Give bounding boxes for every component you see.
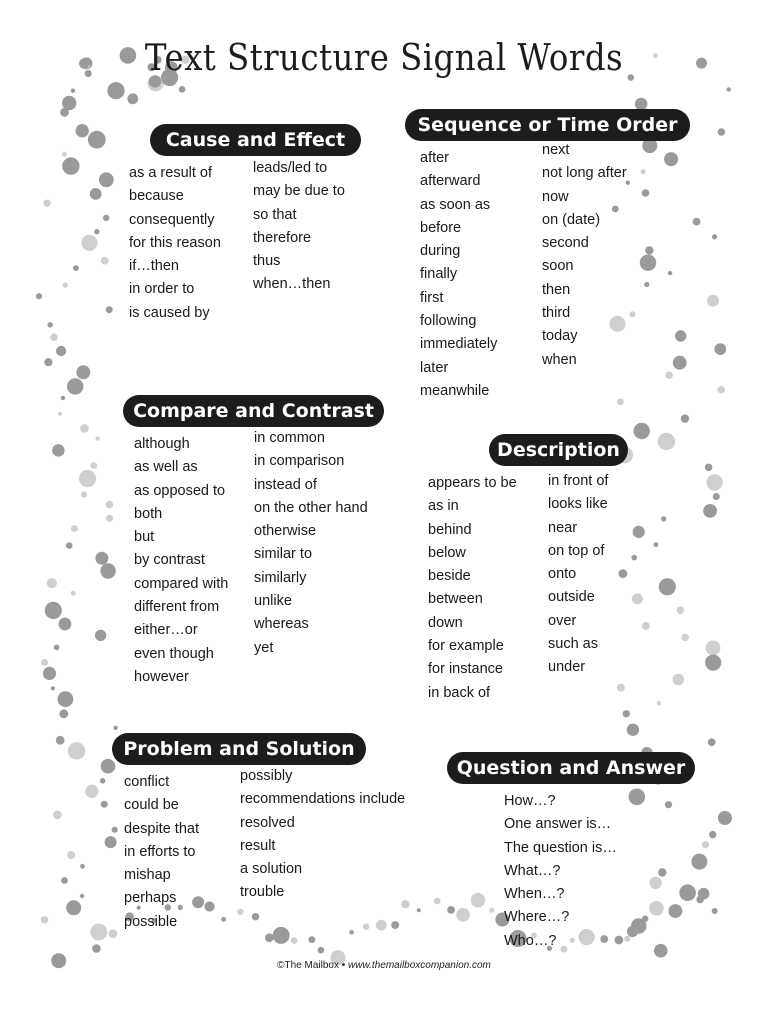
signal-word: such as: [548, 636, 598, 653]
signal-word: similarly: [254, 569, 307, 586]
decorative-dot: [679, 884, 696, 901]
decorative-dot: [62, 157, 79, 174]
decorative-dot: [85, 785, 98, 798]
decorative-dot: [66, 900, 81, 915]
signal-word: by contrast: [134, 552, 205, 569]
signal-word: different from: [134, 599, 220, 616]
signal-word: behind: [428, 521, 472, 538]
page-title: Text Structure Signal Words: [144, 38, 624, 79]
signal-word: whereas: [254, 616, 309, 633]
signal-word: either…or: [134, 622, 198, 639]
decorative-dot: [44, 358, 52, 366]
decorative-dot: [71, 591, 76, 596]
signal-word: result: [240, 837, 276, 854]
signal-word: although: [134, 436, 190, 452]
decorative-dot: [112, 827, 118, 833]
signal-word: could be: [124, 797, 179, 814]
decorative-dot: [53, 811, 62, 820]
signal-word: instead of: [254, 476, 317, 493]
decorative-dot: [727, 87, 731, 91]
signal-word: as soon as: [420, 196, 491, 213]
signal-word: mishap: [124, 867, 171, 884]
decorative-dot: [376, 920, 387, 931]
signal-word: because: [129, 188, 184, 205]
decorative-dot: [96, 436, 100, 440]
decorative-dot: [237, 909, 243, 915]
decorative-dot: [657, 701, 661, 705]
decorative-dot: [95, 552, 108, 565]
decorative-dot: [67, 851, 75, 859]
signal-word: thus: [253, 253, 281, 270]
decorative-dot: [62, 282, 67, 287]
signal-word: Where…?: [504, 909, 570, 926]
decorative-dot: [693, 218, 701, 226]
decorative-dot: [471, 893, 486, 908]
signal-word: What…?: [504, 862, 561, 879]
signal-word: therefore: [253, 229, 312, 246]
heading-cause-and-effect: Cause and Effect: [150, 124, 361, 156]
signal-word: for instance: [428, 661, 503, 678]
signal-word: appears to be: [428, 475, 517, 491]
decorative-dot: [673, 356, 687, 370]
signal-word: Who…?: [504, 932, 557, 949]
signal-word: recommendations include: [240, 791, 406, 808]
decorative-dot: [627, 926, 638, 937]
signal-word: then: [542, 281, 571, 298]
decorative-dot: [43, 200, 50, 207]
signal-word: outside: [548, 589, 595, 606]
decorative-dot: [81, 491, 87, 497]
question-answer-column: [504, 790, 617, 953]
heading-compare-and-contrast: Compare and Contrast: [123, 395, 384, 427]
decorative-dot: [81, 235, 97, 251]
signal-word: first: [420, 289, 444, 306]
decorative-dot: [58, 412, 62, 416]
signal-word: onto: [548, 566, 577, 583]
decorative-dot: [641, 169, 646, 174]
signal-word: later: [420, 359, 449, 376]
decorative-dot: [68, 742, 85, 759]
decorative-dot: [106, 501, 114, 509]
decorative-dot: [61, 877, 68, 884]
decorative-dot: [106, 515, 113, 522]
decorative-dot: [649, 901, 664, 916]
decorative-dot: [649, 877, 661, 889]
signal-word: possible: [124, 913, 178, 930]
decorative-dot: [95, 630, 106, 641]
decorative-dot: [109, 929, 118, 938]
signal-word: despite that: [124, 820, 199, 837]
description-column-1: [428, 472, 517, 705]
heading-question-and-answer: Question and Answer: [447, 752, 695, 784]
decorative-dot: [91, 462, 98, 469]
signal-word: in efforts to: [124, 843, 196, 860]
decorative-dot: [642, 622, 650, 630]
decorative-dot: [632, 593, 643, 604]
decorative-dot: [681, 634, 689, 642]
decorative-dot: [434, 898, 441, 905]
compare-contrast-column-2: [254, 427, 368, 660]
decorative-dot: [204, 901, 214, 911]
decorative-dot: [634, 423, 650, 439]
signal-word: between: [428, 591, 483, 608]
decorative-dot: [624, 936, 630, 942]
signal-word: compared with: [134, 575, 229, 592]
decorative-dot: [88, 131, 106, 149]
decorative-dot: [642, 189, 650, 197]
cause-effect-column-2: [253, 157, 345, 297]
decorative-dot: [640, 255, 656, 271]
signal-word: beside: [428, 568, 471, 585]
decorative-dot: [113, 726, 117, 730]
decorative-dot: [447, 906, 455, 914]
decorative-dot: [252, 913, 259, 920]
decorative-dot: [103, 215, 109, 221]
signal-word: both: [134, 505, 163, 522]
decorative-dot: [623, 710, 630, 717]
compare-contrast-column-1: [134, 433, 228, 689]
decorative-dot: [627, 724, 639, 736]
decorative-dot: [79, 470, 96, 487]
decorative-dot: [71, 525, 78, 532]
decorative-dot: [489, 908, 494, 913]
decorative-dot: [265, 933, 274, 942]
decorative-dot: [644, 282, 649, 287]
signal-word: on (date): [542, 211, 601, 228]
decorative-dot: [51, 686, 55, 690]
decorative-dot: [645, 246, 653, 254]
signal-word: consequently: [129, 211, 215, 228]
decorative-dot: [101, 257, 109, 265]
decorative-dot: [677, 606, 685, 614]
decorative-dot: [706, 474, 722, 490]
signal-word: over: [548, 612, 577, 629]
decorative-dot: [669, 904, 683, 918]
signal-word: today: [542, 328, 578, 345]
decorative-dot: [48, 322, 53, 327]
decorative-dot: [665, 801, 672, 808]
description-column-2: [548, 470, 608, 680]
signal-word: down: [428, 614, 463, 631]
footer-credit: [0, 960, 768, 971]
signal-word: however: [134, 668, 189, 685]
signal-word: finally: [420, 266, 458, 283]
decorative-dot: [56, 346, 66, 356]
decorative-dot: [105, 836, 117, 848]
signal-word: second: [542, 235, 589, 252]
signal-word: in front of: [548, 473, 609, 489]
signal-word: otherwise: [254, 523, 317, 540]
problem-solution-column-2: [240, 765, 405, 905]
signal-word: for this reason: [129, 234, 221, 251]
signal-word: How…?: [504, 793, 556, 809]
heading-sequence-or-time-order: Sequence or Time Order: [405, 109, 690, 141]
signal-word: soon: [542, 258, 574, 275]
signal-word: but: [134, 529, 155, 546]
decorative-dot: [654, 542, 659, 547]
decorative-dot: [668, 271, 672, 275]
decorative-dot: [308, 936, 315, 943]
signal-word: looks like: [548, 496, 608, 513]
decorative-dot: [100, 778, 106, 784]
decorative-dot: [661, 516, 666, 521]
decorative-dot: [658, 433, 675, 450]
decorative-dot: [92, 944, 101, 953]
signal-word: One answer is…: [504, 816, 612, 833]
signal-word: on the other hand: [254, 499, 368, 516]
decorative-dot: [99, 172, 114, 187]
decorative-dot: [417, 908, 421, 912]
signal-word: when…then: [253, 276, 331, 293]
decorative-dot: [80, 424, 89, 433]
signal-word: so that: [253, 206, 297, 223]
signal-word: now: [542, 188, 569, 205]
decorative-dot: [673, 674, 685, 686]
signal-word: as in: [428, 498, 459, 515]
decorative-dot: [56, 736, 65, 745]
decorative-dot: [80, 894, 84, 898]
signal-word: below: [428, 544, 466, 561]
signal-word: resolved: [240, 814, 295, 831]
signal-word: in comparison: [254, 453, 345, 470]
decorative-dot: [106, 306, 113, 313]
decorative-dot: [709, 831, 716, 838]
signal-word: meanwhile: [420, 382, 490, 399]
decorative-dot: [629, 311, 635, 317]
decorative-dot: [681, 414, 689, 422]
signal-word: on top of: [548, 542, 605, 559]
decorative-dot: [100, 563, 115, 578]
signal-word: yet: [254, 639, 274, 656]
problem-solution-column-1: [124, 771, 199, 934]
decorative-dot: [179, 86, 186, 93]
decorative-dot: [58, 691, 74, 707]
signal-word: after: [420, 150, 450, 166]
decorative-dot: [633, 526, 645, 538]
decorative-dot: [631, 555, 637, 561]
decorative-dot: [707, 295, 719, 307]
decorative-dot: [41, 916, 48, 923]
signal-word: as a result of: [129, 165, 213, 181]
decorative-dot: [101, 759, 116, 774]
signal-word: perhaps: [124, 890, 177, 907]
sequence-column-1: [420, 147, 497, 403]
heading-description: Description: [489, 434, 628, 466]
decorative-dot: [619, 569, 628, 578]
signal-word: not long after: [542, 165, 627, 182]
decorative-dot: [71, 89, 75, 93]
decorative-dot: [349, 930, 354, 935]
signal-word: afterward: [420, 173, 481, 190]
decorative-dot: [712, 908, 718, 914]
signal-word: immediately: [420, 336, 498, 353]
decorative-dot: [94, 229, 99, 234]
signal-word: in order to: [129, 281, 195, 298]
decorative-dot: [705, 655, 721, 671]
decorative-dot: [73, 265, 79, 271]
signal-word: third: [542, 305, 571, 322]
decorative-dot: [76, 365, 90, 379]
decorative-dot: [47, 578, 57, 588]
decorative-dot: [291, 937, 298, 944]
cause-effect-column-1: [129, 162, 221, 325]
decorative-dot: [664, 152, 678, 166]
decorative-dot: [107, 82, 124, 99]
decorative-dot: [52, 444, 64, 456]
decorative-dot: [703, 504, 717, 518]
decorative-dot: [702, 841, 709, 848]
decorative-dot: [705, 464, 713, 472]
decorative-dot: [90, 188, 102, 200]
decorative-dot: [62, 152, 67, 157]
sequence-column-2: [542, 139, 627, 372]
signal-word: near: [548, 519, 578, 536]
signal-word: as opposed to: [134, 482, 226, 499]
decorative-dot: [59, 618, 72, 631]
signal-word: leads/led to: [253, 160, 328, 176]
decorative-dot: [713, 493, 720, 500]
signal-word: when: [542, 351, 577, 368]
decorative-dot: [642, 916, 648, 922]
decorative-dot: [221, 917, 226, 922]
decorative-dot: [43, 667, 56, 680]
decorative-dot: [67, 378, 83, 394]
decorative-dot: [659, 578, 676, 595]
decorative-dot: [36, 293, 42, 299]
decorative-dot: [456, 908, 470, 922]
decorative-dot: [76, 124, 89, 137]
signal-word: for example: [428, 638, 504, 655]
decorative-dot: [90, 924, 107, 941]
signal-word: The question is…: [504, 839, 617, 856]
decorative-dot: [80, 864, 85, 869]
decorative-dot: [718, 386, 725, 393]
decorative-dot: [665, 371, 673, 379]
signal-word: under: [548, 659, 586, 676]
decorative-dot: [691, 854, 707, 870]
decorative-dot: [127, 93, 138, 104]
decorative-dot: [59, 709, 68, 718]
decorative-dot: [61, 396, 65, 400]
decorative-dot: [714, 343, 726, 355]
signal-word: in back of: [428, 684, 491, 701]
decorative-dot: [617, 684, 625, 692]
decorative-dot: [698, 888, 710, 900]
decorative-dot: [705, 641, 720, 656]
signal-word: similar to: [254, 546, 313, 563]
decorative-dot: [658, 868, 666, 876]
decorative-dot: [45, 602, 62, 619]
signal-word: before: [420, 219, 462, 236]
decorative-dot: [712, 234, 717, 239]
decorative-dot: [50, 334, 57, 341]
signal-word: is caused by: [129, 304, 210, 321]
decorative-dot: [629, 789, 646, 806]
signal-word: When…?: [504, 886, 565, 903]
decorative-dot: [675, 330, 686, 341]
footer-copyright: ©The Mailbox •: [277, 960, 349, 971]
decorative-dot: [66, 542, 73, 549]
signal-word: trouble: [240, 884, 285, 901]
signal-word: in common: [254, 430, 325, 446]
signal-word: following: [420, 313, 477, 330]
decorative-dot: [318, 947, 325, 954]
signal-word: during: [420, 243, 461, 260]
signal-word: a solution: [240, 861, 303, 878]
decorative-dot: [273, 927, 290, 944]
heading-problem-and-solution: Problem and Solution: [112, 733, 366, 765]
decorative-dot: [708, 738, 716, 746]
decorative-dot: [718, 811, 732, 825]
decorative-dot: [101, 801, 108, 808]
decorative-dot: [718, 128, 726, 136]
signal-word: may be due to: [253, 183, 345, 200]
decorative-dot: [60, 108, 69, 117]
signal-word: next: [542, 142, 570, 158]
signal-word: unlike: [254, 593, 292, 610]
signal-word: if…then: [129, 258, 179, 275]
signal-word: conflict: [124, 774, 170, 790]
decorative-dot: [363, 924, 369, 930]
footer-url: www.themailboxcompanion.com: [348, 960, 491, 971]
decorative-dot: [617, 399, 624, 406]
decorative-dot: [54, 645, 60, 651]
signal-word: even though: [134, 645, 214, 662]
decorative-dot: [654, 944, 668, 958]
decorative-dot: [391, 921, 399, 929]
signal-word: possibly: [240, 768, 293, 784]
decorative-dot: [41, 659, 48, 666]
signal-word: as well as: [134, 459, 198, 476]
